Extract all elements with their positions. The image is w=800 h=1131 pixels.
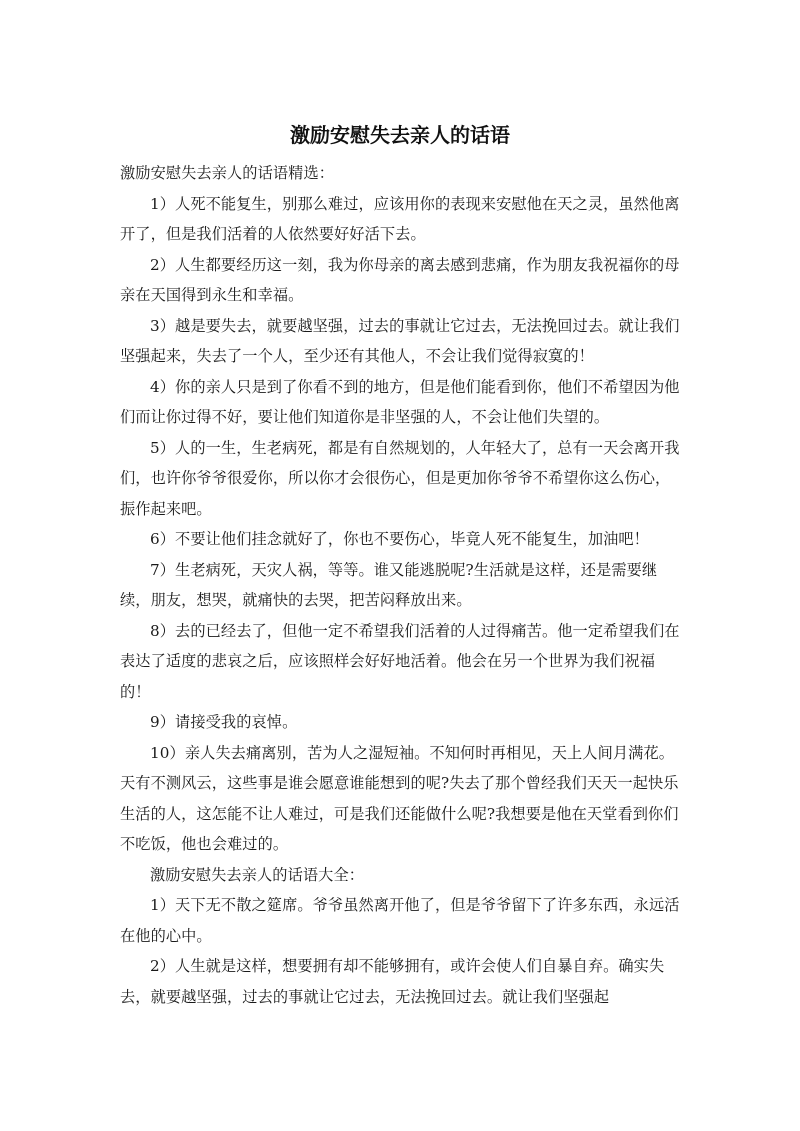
paragraph-item-2: 2）人生都要经历这一刻，我为你母亲的离去感到悲痛，作为朋友我祝福你的母亲在天国得到永生和幸福。 (120, 255, 680, 304)
paragraph-item-6: 6）不要让他们挂念就好了，你也不要伤心，毕竟人死不能复生，加油吧！ (150, 530, 649, 548)
paragraph-item-3: 3）越是要失去，就要越坚强，过去的事就让它过去，无法挽回过去。就让我们坚强起来，失去了一个人，至少还有其他人，不会让我们觉得寂寞的！ (120, 316, 680, 365)
paragraph-item-12: 2）人生就是这样，想要拥有却不能够拥有，或许会使人们自暴自弃。确实失去，就要越坚强，过去的事就让它过去，无法挽回过去。就让我们坚强起 (120, 957, 665, 1006)
paragraph-item-9: 9）请接受我的哀悼。 (150, 713, 298, 731)
intro-heading: 激励安慰失去亲人的话语精选： (120, 164, 335, 182)
paragraph-item-1: 1）人死不能复生，别那么难过，应该用你的表现来安慰他在天之灵，虽然他离开了，但是我们活着的人依然要好好活下去。 (120, 194, 680, 243)
paragraph-item-5: 5）人的一生，生老病死，都是有自然规划的，人年轻大了，总有一天会离开我们，也许你爷爷很爱你，所以你才会很伤心，但是更加你爷爷不希望你这么伤心，振作起来吧。 (120, 438, 680, 518)
paragraph-item-4: 4）你的亲人只是到了你看不到的地方，但是他们能看到你，他们不希望因为他们而让你过得不好，要让他们知道你是非坚强的人，不会让他们失望的。 (120, 377, 680, 426)
document-body (120, 158, 685, 1012)
section-heading: 激励安慰失去亲人的话语大全： (150, 865, 365, 884)
document-title: 激励安慰失去亲人的话语 (290, 123, 510, 147)
paragraph-item-10: 10）亲人失去痛离别，苦为人之湿短袖。不知何时再相见，天上人间月满花。 天有不测风云，这些事是谁会愿意谁能想到的呢?失去了那个曾经我们天天一起快乐生活的人，这怎能不让人难过，可是我们还能做什么呢?我想要是他在天堂看到你们不吃饭，他也会难过的。 (120, 743, 682, 853)
paragraph-item-11: 1）天下无不散之筵席。爷爷虽然离开他了，但是爷爷留下了许多东西，永远活在他的心中。 (120, 896, 680, 945)
paragraph-item-8: 8）去的已经去了，但他一定不希望我们活着的人过得痛苦。他一定希望我们在表达了适度的悲哀之后，应该照样会好好地活着。他会在另一个世界为我们祝福的！ (120, 621, 680, 701)
paragraph-item-7: 7）生老病死，天灾人祸，等等。谁又能逃脱呢?生活就是这样，还是需要继续，朋友，想哭，就痛快的去哭，把苦闷释放出来。 (120, 560, 658, 609)
